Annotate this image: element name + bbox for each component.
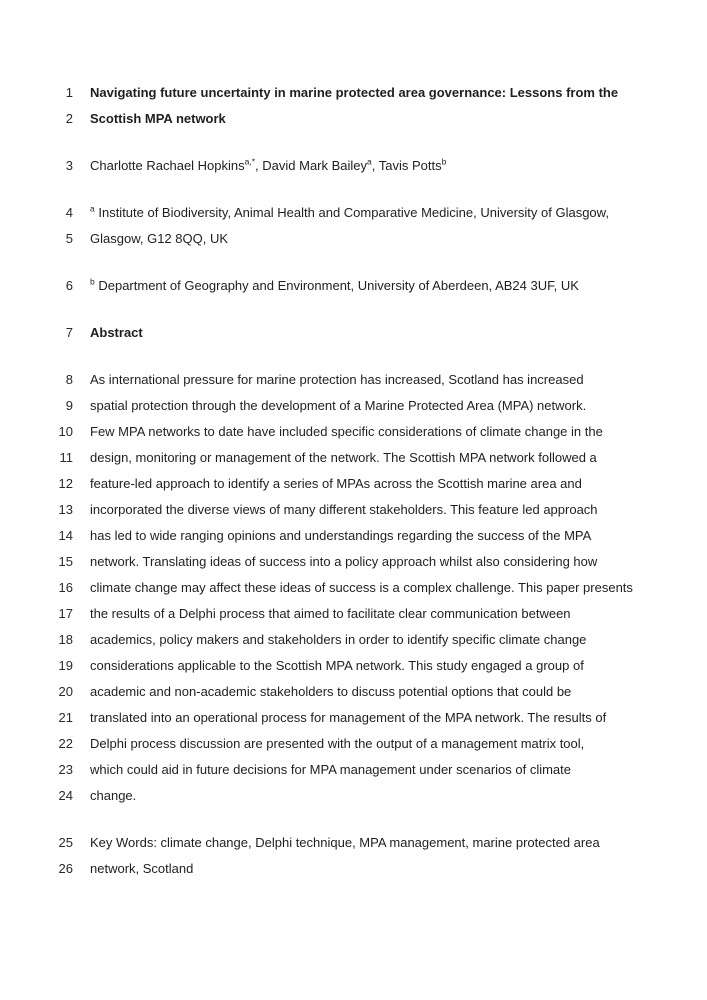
line-text — [90, 601, 571, 627]
text-run: change. — [90, 788, 137, 803]
line-number: 13 — [58, 502, 73, 517]
text-run: academic and non-academic stakeholders to discuss potential options that could be — [90, 684, 572, 699]
text-run: Delphi process discussion are presented with the output of a management matrix tool, — [90, 736, 585, 751]
manuscript-line — [0, 200, 707, 226]
manuscript-line — [0, 80, 707, 106]
text-run: Institute of Biodiversity, Animal Health and Comparative Medicine, University of Glasgow, — [94, 205, 609, 220]
manuscript-line — [0, 601, 707, 627]
line-number: 18 — [58, 632, 73, 647]
manuscript-line — [0, 153, 707, 179]
text-run: feature-led approach to identify a series of MPAs across the Scottish marine area and — [90, 476, 582, 491]
manuscript-line — [0, 549, 707, 575]
line-number: 11 — [59, 450, 73, 465]
line-number: 21 — [58, 710, 73, 725]
line-text — [90, 830, 600, 856]
manuscript-line — [0, 471, 707, 497]
manuscript-line — [0, 419, 707, 445]
manuscript-line — [0, 830, 707, 856]
line-text — [90, 757, 571, 783]
line-text — [90, 679, 571, 705]
text-run: Charlotte Rachael Hopkins — [90, 158, 245, 173]
line-number: 16 — [58, 580, 73, 595]
manuscript-line — [0, 273, 707, 299]
line-number: 26 — [58, 861, 73, 876]
manuscript-line — [0, 705, 707, 731]
text-run: considerations applicable to the Scottish MPA network. This study engaged a group of — [90, 658, 584, 673]
line-text — [90, 367, 584, 393]
text-run: Scottish MPA network — [90, 111, 226, 126]
superscript: a,* — [244, 156, 256, 167]
text-run: translated into an operational process for management of the MPA network. The results of — [90, 710, 607, 725]
line-number: 3 — [65, 158, 73, 173]
line-text — [90, 497, 598, 523]
manuscript-body — [0, 80, 707, 882]
line-text — [90, 783, 136, 809]
text-run: climate change may affect these ideas of success is a complex challenge. This paper presents — [90, 580, 633, 595]
line-text-heading — [90, 106, 226, 132]
text-run: , Tavis Potts — [371, 158, 442, 173]
manuscript-line — [0, 575, 707, 601]
manuscript-line — [0, 320, 707, 346]
line-text — [90, 200, 609, 226]
superscript: a — [90, 203, 95, 214]
line-number: 20 — [58, 684, 73, 699]
line-number: 12 — [58, 476, 73, 491]
superscript: a — [367, 156, 372, 167]
line-text — [90, 705, 606, 731]
text-run: which could aid in future decisions for MPA management under scenarios of climate — [90, 762, 572, 777]
superscript: b — [90, 276, 95, 287]
manuscript-line — [0, 367, 707, 393]
text-run: incorporated the diverse views of many different stakeholders. This feature led approach — [90, 502, 598, 517]
line-number: 25 — [58, 835, 73, 850]
line-number: 4 — [65, 205, 73, 220]
line-number: 9 — [65, 398, 73, 413]
line-number: 24 — [58, 788, 73, 803]
manuscript-line — [0, 757, 707, 783]
line-text — [90, 523, 591, 549]
text-run: Key Words: climate change, Delphi technique, MPA management, marine protected area — [90, 835, 600, 850]
manuscript-line — [0, 497, 707, 523]
line-text-heading — [90, 320, 143, 346]
line-text — [90, 731, 584, 757]
text-run: , David Mark Bailey — [255, 158, 368, 173]
line-text — [90, 627, 586, 653]
superscript: b — [441, 156, 447, 167]
manuscript-line — [0, 627, 707, 653]
text-run: Department of Geography and Environment, University of Aberdeen, AB24 3UF, UK — [94, 278, 579, 293]
text-run: has led to wide ranging opinions and understandings regarding the success of the MPA — [90, 528, 592, 543]
line-number: 17 — [58, 606, 73, 621]
line-number: 5 — [65, 231, 73, 246]
line-text — [90, 153, 446, 179]
text-run: academics, policy makers and stakeholders in order to identify specific climate change — [90, 632, 587, 647]
text-run: network, Scotland — [90, 861, 194, 876]
manuscript-line — [0, 731, 707, 757]
line-text — [90, 273, 579, 299]
line-number: 23 — [58, 762, 73, 777]
line-number: 6 — [65, 278, 73, 293]
text-run: Abstract — [90, 325, 143, 340]
line-text — [90, 445, 597, 471]
line-number: 7 — [65, 325, 73, 340]
line-number: 10 — [58, 424, 73, 439]
line-text — [90, 419, 603, 445]
text-run: Few MPA networks to date have included specific considerations of climate change in the — [90, 424, 603, 439]
line-text — [90, 653, 584, 679]
line-number: 8 — [65, 372, 73, 387]
manuscript-line — [0, 856, 707, 882]
line-number: 15 — [58, 554, 73, 569]
line-text — [90, 393, 586, 419]
manuscript-line — [0, 523, 707, 549]
line-number: 14 — [58, 528, 73, 543]
text-run: Navigating future uncertainty in marine protected area governance: Lessons from the — [90, 85, 619, 100]
line-text — [90, 575, 633, 601]
text-run: Glasgow, G12 8QQ, UK — [90, 231, 229, 246]
text-run: spatial protection through the development of a Marine Protected Area (MPA) network. — [90, 398, 587, 413]
line-number: 22 — [58, 736, 73, 751]
text-run: the results of a Delphi process that aimed to facilitate clear communication between — [90, 606, 571, 621]
line-text — [90, 226, 228, 252]
line-number: 2 — [65, 111, 73, 126]
manuscript-line — [0, 106, 707, 132]
line-text — [90, 471, 582, 497]
line-text-heading — [90, 80, 618, 106]
manuscript-line — [0, 783, 707, 809]
line-number: 19 — [58, 658, 73, 673]
manuscript-line — [0, 679, 707, 705]
manuscript-line — [0, 445, 707, 471]
text-run: As international pressure for marine protection has increased, Scotland has increased — [90, 372, 584, 387]
manuscript-line — [0, 226, 707, 252]
line-number: 1 — [65, 85, 73, 100]
text-run: network. Translating ideas of success into a policy approach whilst also considering how — [90, 554, 598, 569]
text-run: design, monitoring or management of the network. The Scottish MPA network followed a — [90, 450, 597, 465]
line-text — [90, 549, 597, 575]
manuscript-line — [0, 653, 707, 679]
line-text — [90, 856, 193, 882]
manuscript-line — [0, 393, 707, 419]
